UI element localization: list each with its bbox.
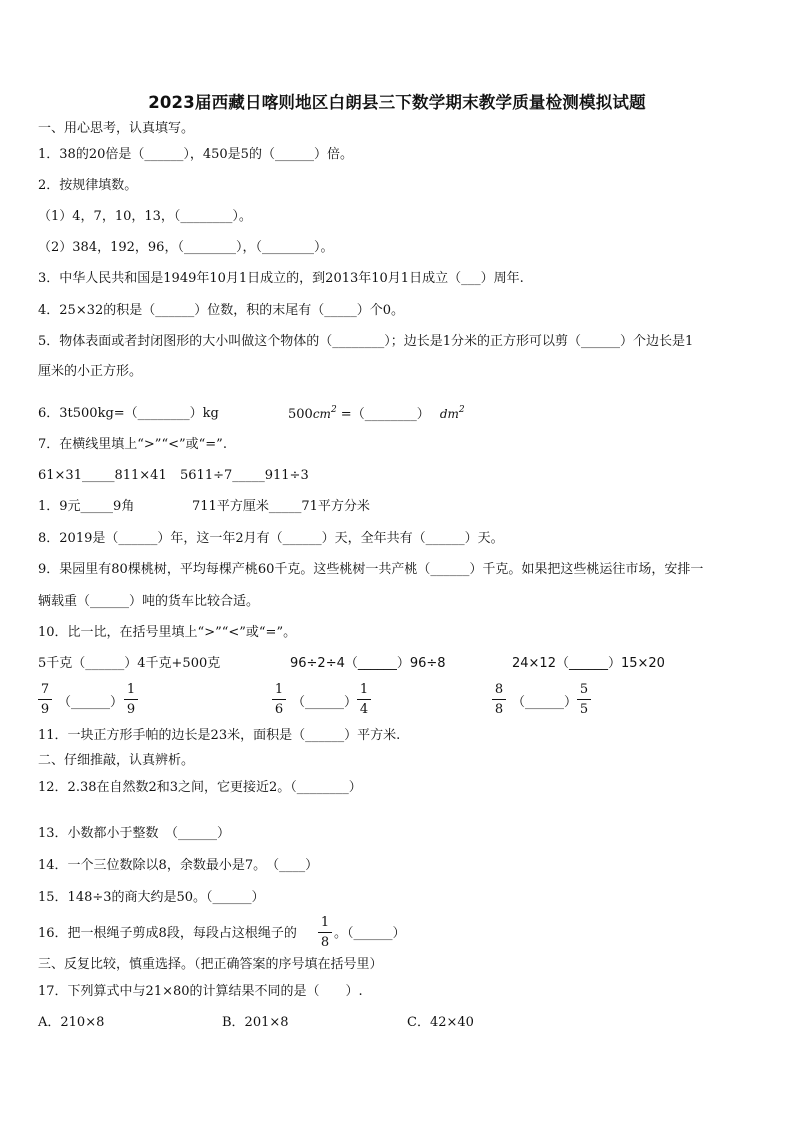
question-6-part-b	[288, 406, 465, 424]
option-a: A．210×8	[38, 1015, 105, 1030]
section-3-heading: 三、反复比较，慎重选择。（把正确答案的序号填在括号里）	[38, 957, 383, 972]
answer-blank: （______）	[292, 695, 358, 710]
question-6-blank: =（________）	[336, 407, 430, 422]
section-1-heading: 一、用心思考，认真填写。	[38, 121, 195, 136]
denominator: 6	[274, 702, 284, 717]
denominator: 9	[126, 702, 136, 717]
question-15: 15．148÷3的商大约是50。（______）	[38, 890, 265, 905]
question-7-item-d: 711平方厘米_____71平方分米	[192, 499, 370, 514]
question-12: 12．2.38在自然数2和3之间，它更接近2。（________）	[38, 780, 362, 795]
question-6-part-a: 6．3t500kg=（________）kg	[38, 406, 219, 421]
question-10-item-a: 5千克（______）4千克+500克	[38, 656, 221, 671]
fraction	[318, 914, 332, 951]
option-b: B．201×8	[222, 1015, 289, 1030]
numerator: 1	[359, 682, 369, 697]
question-14: 14．一个三位数除以8，余数最小是7。 （____）	[38, 858, 319, 873]
numerator: 5	[579, 682, 589, 697]
question-7-item-b: 5611÷7_____911÷3	[180, 468, 309, 483]
numerator: 1	[126, 682, 136, 697]
fraction	[577, 681, 591, 718]
question-2-part-2: （2）384，192，96，（________），（________）。	[38, 240, 334, 255]
unit-dm: dm	[439, 407, 459, 421]
denominator: 9	[40, 702, 50, 717]
question-16-blank: 。（______）	[334, 926, 406, 941]
answer-blank: （______）	[512, 695, 578, 710]
question-10-item-c: 24×12（______）15×20	[512, 656, 665, 671]
fraction	[38, 681, 52, 718]
page-title: 2023届西藏日喀则地区白朗县三下数学期末教学质量检测模拟试题	[148, 93, 646, 112]
question-1: 1．38的20倍是（______），450是5的（______）倍。	[38, 147, 353, 162]
question-16-text: 16．把一根绳子剪成8段，每段占这根绳子的	[38, 926, 297, 941]
question-7-item-c: 1．9元_____9角	[38, 499, 135, 514]
denominator: 5	[579, 702, 589, 717]
question-9-line-1: 9．果园里有80棵桃树，平均每棵产桃60千克。这些桃树一共产桃（______）千克。如果把这些桃运往市场，安排一	[38, 562, 704, 577]
question-2: 2．按规律填数。	[38, 178, 138, 193]
question-10-item-b: 96÷2÷4（______）96÷8	[290, 656, 446, 671]
question-6-value: 500	[288, 407, 313, 422]
denominator: 8	[320, 935, 330, 950]
option-c: C．42×40	[407, 1015, 474, 1030]
question-5-line-1: 5．物体表面或者封闭图形的大小叫做这个物体的（________）；边长是1分米的正方形可以剪（______）个边长是1	[38, 334, 694, 349]
numerator: 1	[274, 682, 284, 697]
denominator: 4	[359, 702, 369, 717]
fraction	[492, 681, 506, 718]
numerator: 1	[320, 915, 330, 930]
question-5-line-2: 厘米的小正方形。	[38, 364, 143, 379]
unit-cm: cm	[312, 407, 331, 421]
question-4: 4．25×32的积是（______）位数，积的末尾有（_____）个0。	[38, 303, 405, 318]
question-8: 8．2019是（______）年，这一年2月有（______）天，全年共有（______）天。	[38, 531, 504, 546]
exponent-1: 2	[330, 405, 337, 415]
question-10: 10．比一比，在括号里填上“>”“<”或“=”。	[38, 625, 297, 640]
exponent-2: 2	[458, 405, 465, 415]
numerator: 8	[494, 682, 504, 697]
fraction	[272, 681, 286, 718]
fraction	[357, 681, 371, 718]
question-3: 3．中华人民共和国是1949年10月1日成立的，到2013年10月1日成立（___）周年.	[38, 271, 524, 286]
question-17: 17．下列算式中与21×80的计算结果不同的是（ ）.	[38, 984, 363, 999]
fraction	[124, 681, 138, 718]
question-2-part-1: （1）4，7，10，13，（________）。	[38, 209, 252, 224]
denominator: 8	[494, 702, 504, 717]
answer-blank: （______）	[58, 695, 124, 710]
question-7-item-a: 61×31_____811×41	[38, 468, 167, 483]
question-13: 13．小数都小于整数 （______）	[38, 826, 231, 841]
section-2-heading: 二、仔细推敲，认真辨析。	[38, 753, 195, 768]
question-7: 7．在横线里填上“>”“<”或“=”.	[38, 437, 227, 452]
question-9-line-2: 辆载重（______）吨的货车比较合适。	[38, 594, 260, 609]
numerator: 7	[40, 682, 50, 697]
question-11: 11．一块正方形手帕的边长是23米，面积是（______）平方米.	[38, 728, 401, 743]
